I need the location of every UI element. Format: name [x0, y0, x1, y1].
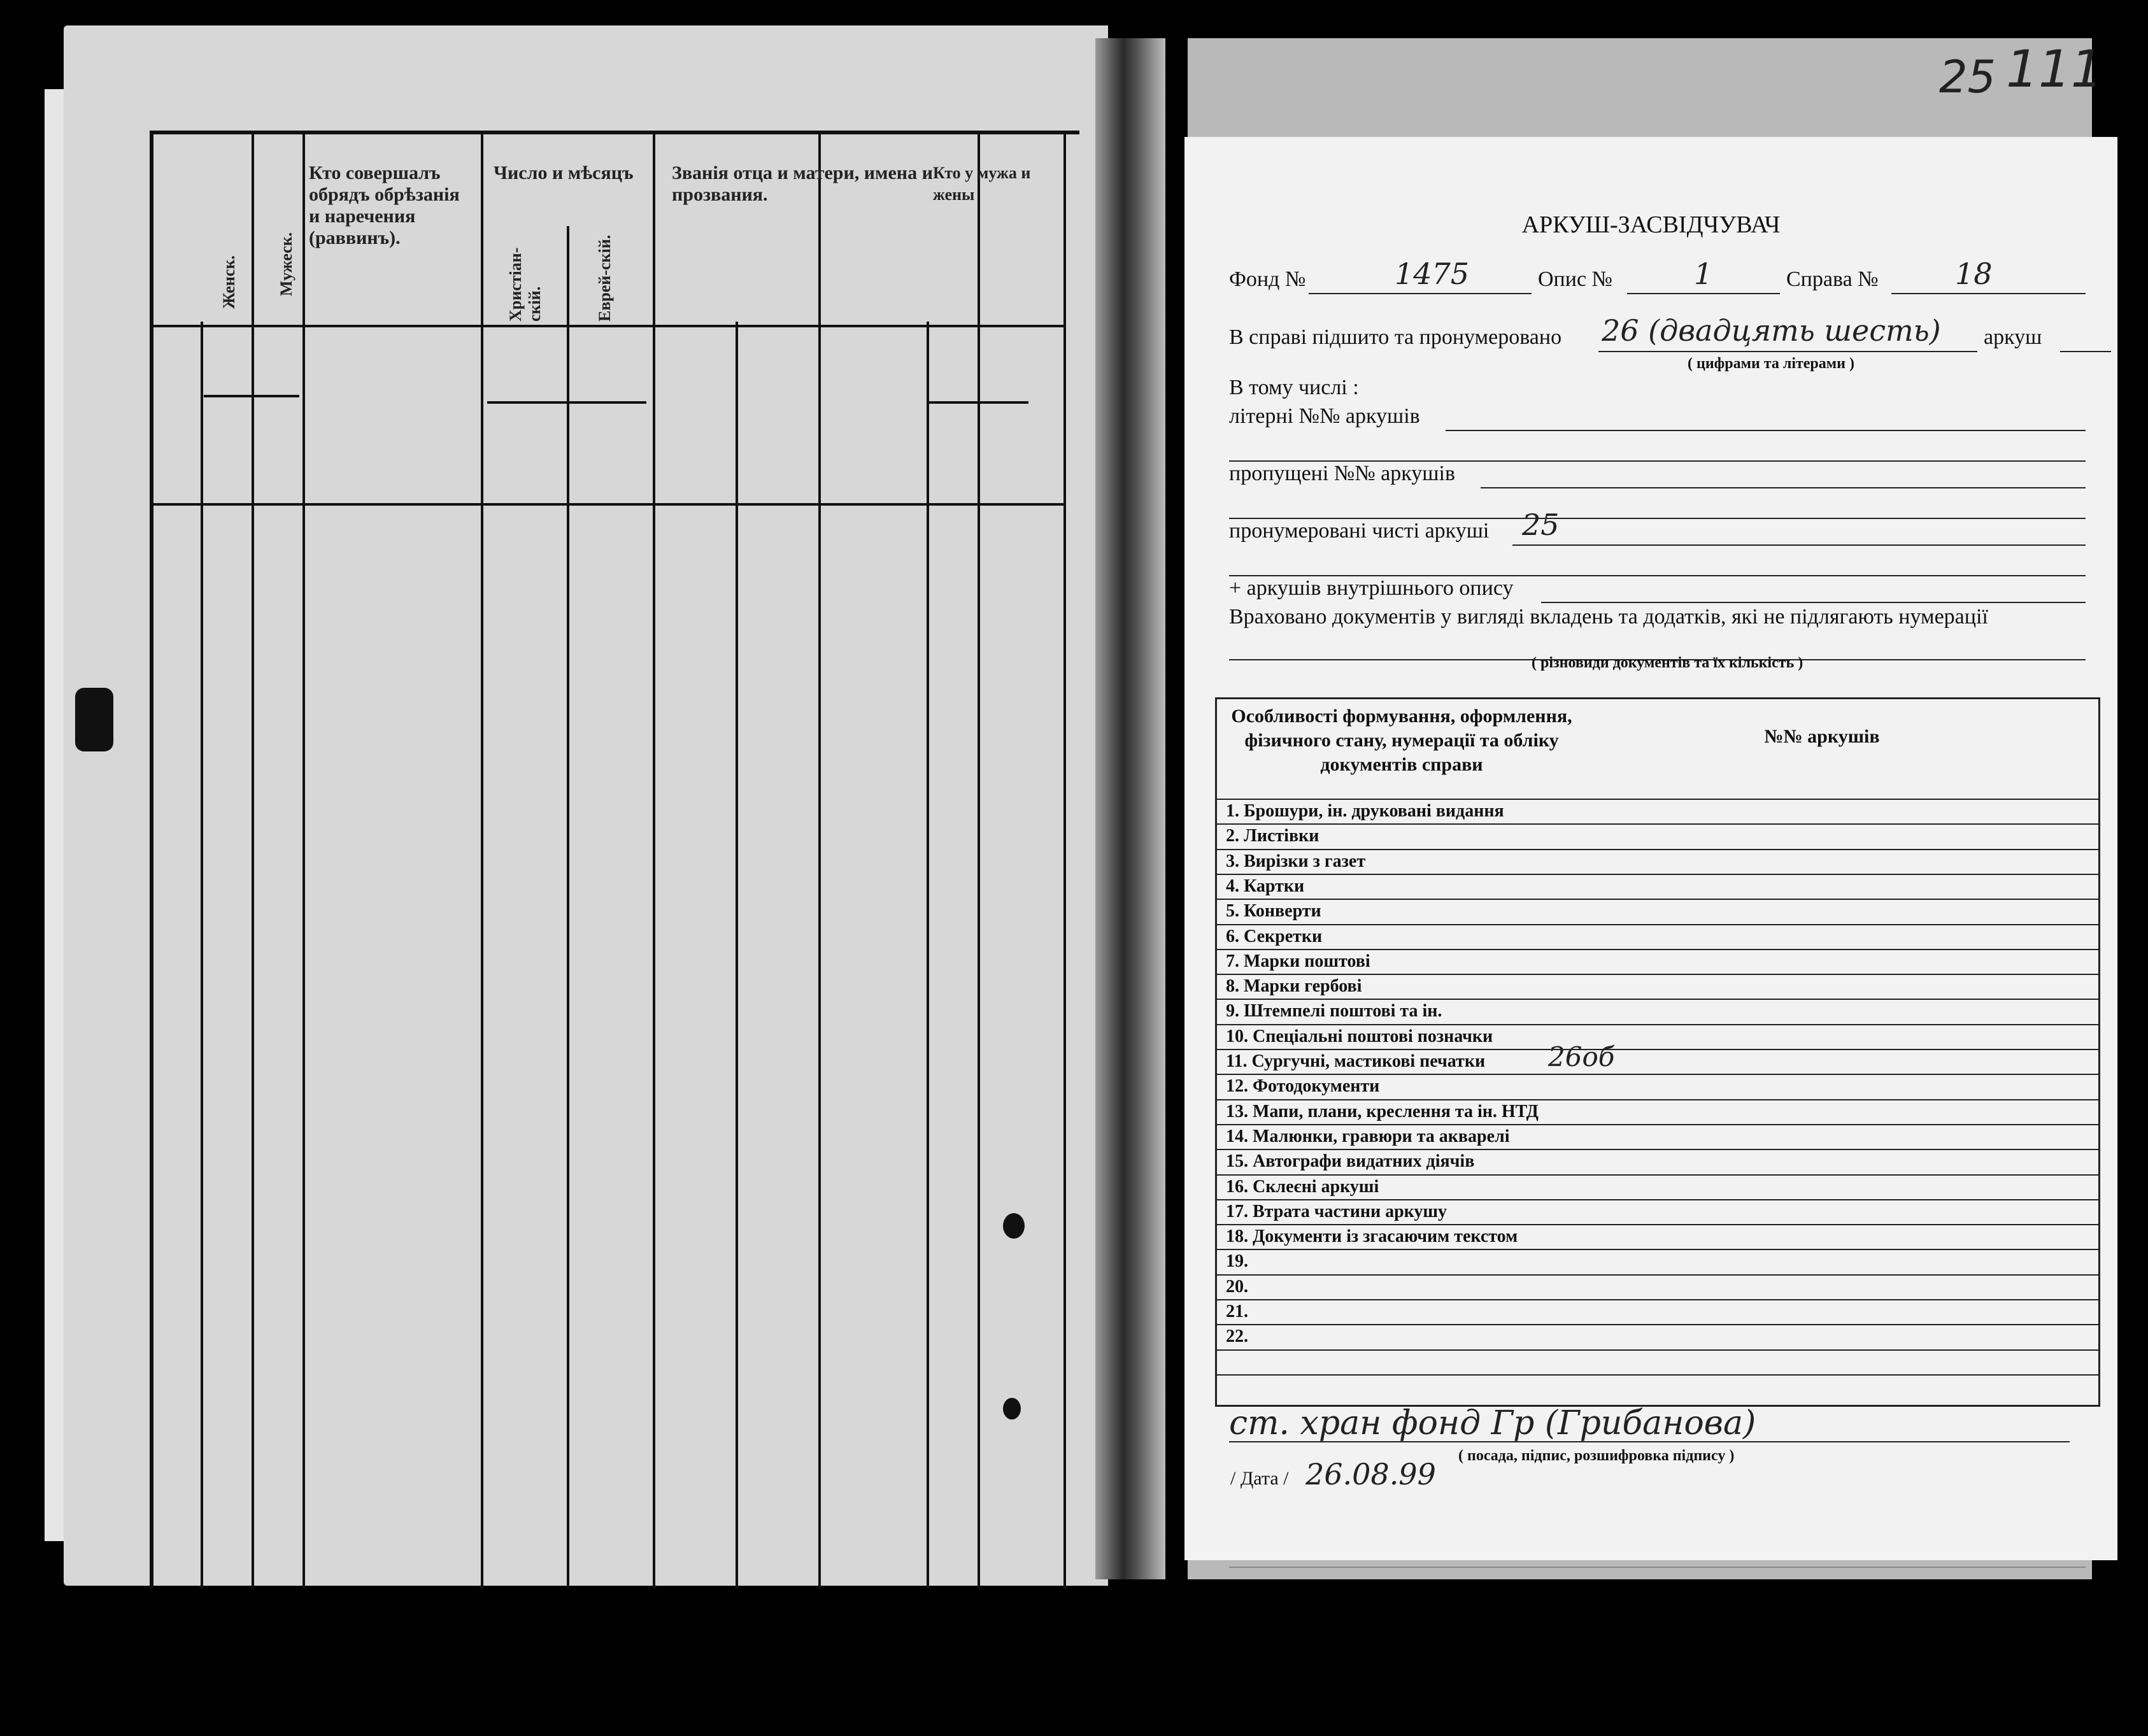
table-row [1217, 874, 2098, 899]
sheet-number-stamp: 111 [2006, 39, 2103, 99]
table-row [1217, 1249, 2098, 1274]
header-rabbi: Кто совершалъ обрядъ обрѣзанія и наречения (раввинъ). [309, 162, 460, 248]
table-header-sheets: №№ аркушів [1764, 726, 1880, 747]
features-table [1215, 697, 2100, 1407]
table-row [1217, 1074, 2098, 1099]
certificate-sheet [1184, 137, 2117, 1560]
attachments-caption: ( різновиди документів та їх кількість ) [1532, 655, 1803, 671]
numbered-suffix: аркуш [1984, 325, 2042, 349]
header-parents: Званія отца и матери, имена и прозвания. [672, 162, 933, 205]
table-row [1217, 1299, 2098, 1325]
table-row [1217, 1174, 2098, 1200]
table-row-label: 13. Мапи, плани, креслення та ін. НТД [1226, 1101, 1539, 1121]
table-row [1217, 1324, 2098, 1349]
fond-value: 1475 [1395, 257, 1470, 291]
table-row [1217, 1099, 2098, 1125]
table-row-label: 6. Секретки [1226, 926, 1323, 946]
table-row [1217, 974, 2098, 999]
table-row [1217, 1124, 2098, 1149]
date-label: / Дата / [1230, 1468, 1289, 1489]
table-row-label: 16. Склеєні аркуші [1226, 1176, 1379, 1197]
table-row-label: 11. Сургучні, мастикові печатки [1226, 1051, 1486, 1071]
fond-label: Фонд № [1229, 267, 1306, 291]
ink-blot [1003, 1213, 1025, 1239]
header-spouses: Кто у мужа и жены [933, 164, 1031, 204]
header-male: Мужеск. [277, 232, 295, 296]
table-row-label: 22. [1226, 1327, 1248, 1347]
sprava-label: Справа № [1786, 267, 1879, 291]
sprava-value: 18 [1955, 257, 1993, 291]
register-ledger-table [150, 131, 1079, 1589]
including-label: В тому числі : [1229, 376, 1359, 399]
numbered-caption: ( цифрами та літерами ) [1688, 355, 1854, 372]
table-row [1217, 1024, 2098, 1049]
numbered-value: 26 (двадцять шесть) [1602, 313, 1941, 348]
table-row-label: 12. Фотодокументи [1226, 1076, 1380, 1097]
date-value: 26.08.99 [1305, 1457, 1436, 1491]
table-row-label: 19. [1226, 1251, 1248, 1272]
table-row-label: 14. Малюнки, гравюри та акварелі [1226, 1126, 1510, 1146]
table-row-label: 20. [1226, 1276, 1248, 1297]
table-row [1217, 999, 2098, 1024]
blank-sheets-label: пронумеровані чисті аркуші [1229, 519, 1490, 543]
missing-sheets-label: пропущені №№ аркушів [1229, 462, 1455, 485]
table-row-label: 3. Вирізки з газет [1226, 851, 1366, 871]
table-row-label: 10. Спеціальні поштові позначки [1226, 1026, 1493, 1046]
table-row [1217, 1149, 2098, 1174]
table-row [1217, 1199, 2098, 1225]
table-row [1217, 924, 2098, 950]
table-row-label: 5. Конверти [1226, 901, 1321, 921]
table-row-label: 9. Штемпелі поштові та ін. [1226, 1001, 1442, 1021]
table-row-label: 8. Марки гербові [1226, 976, 1362, 997]
signature-handwritten: ст. хран фонд Гр (Грибанова) [1229, 1404, 1756, 1442]
literal-sheets-label: літерні №№ аркушів [1229, 404, 1420, 428]
table-row [1217, 823, 2098, 849]
ink-blot [1003, 1398, 1021, 1419]
certificate-title: АРКУШ-ЗАСВІДЧУВАЧ [1521, 211, 1781, 238]
table-row-label: 17. Втрата частини аркушу [1226, 1201, 1447, 1221]
table-row-label: 2. Листівки [1226, 826, 1319, 846]
table-row [1217, 849, 2098, 874]
table-row [1217, 799, 2098, 824]
attachments-text: Враховано документів у вигляді вкладень та додатків, які не підлягають нумерації [1229, 605, 1988, 629]
table-header-features: Особливості формування, оформлення, фізичного стану, нумерації та обліку документів справи [1231, 706, 1572, 775]
table-row-label: 21. [1226, 1302, 1248, 1321]
table-row-label: 4. Картки [1226, 876, 1305, 896]
table-row-label: 18. Документи із згасаючим текстом [1226, 1227, 1518, 1247]
blank-sheets-value: 25 [1522, 508, 1560, 542]
table-row-label: 15. Автографи видатних діячів [1226, 1151, 1475, 1172]
table-row-empty [1217, 1374, 2098, 1400]
signature-caption: ( посада, підпис, розшифровка підпису ) [1458, 1448, 1735, 1464]
seals-value: 26об [1548, 1041, 1615, 1072]
sheet-number-handwritten: 25 [1939, 51, 1996, 103]
opys-value: 1 [1694, 257, 1713, 291]
book-gutter [1095, 38, 1165, 1579]
header-christian: Христіан-скій. [506, 247, 544, 322]
opys-label: Опис № [1538, 267, 1612, 291]
header-date: Число и мѣсяцъ [494, 162, 634, 183]
table-row [1217, 1041, 2098, 1074]
internal-inventory-label: + аркушів внутрішнього опису [1229, 576, 1514, 600]
table-row-label: 1. Брошури, ін. друковані видання [1226, 801, 1504, 821]
table-row-empty [1217, 1349, 2098, 1375]
numbered-label: В справі підшито та пронумеровано [1229, 325, 1562, 349]
table-row [1217, 899, 2098, 924]
table-row-label: 7. Марки поштові [1226, 951, 1370, 971]
table-row [1217, 1274, 2098, 1300]
binding-tab [75, 688, 113, 751]
table-row [1217, 949, 2098, 974]
table-row [1217, 1224, 2098, 1249]
header-female: Женск. [220, 255, 238, 309]
header-jewish: Еврей-скій. [595, 234, 614, 322]
